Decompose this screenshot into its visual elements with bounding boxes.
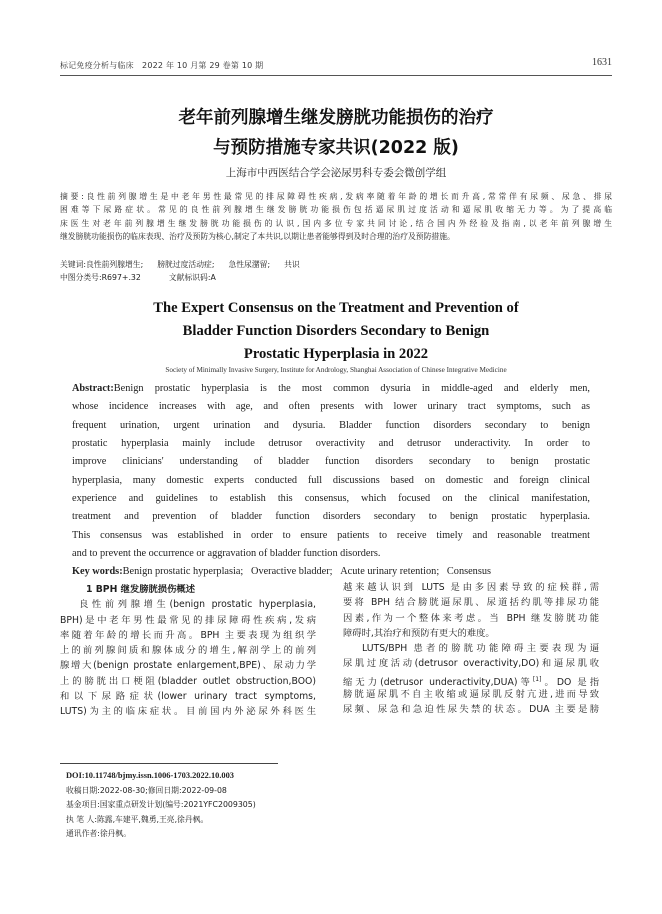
- english-title-line-2: Bladder Function Disorders Secondary to Benign: [182, 323, 490, 339]
- abstract-en-line: hyperplasia, many domestic experts conducted full discussions based on domestic and foreign clinical: [72, 474, 590, 486]
- english-title-line-3: Prostatic Hyperplasia in 2022: [243, 346, 429, 362]
- body-line: 腺增大(benign prostate enlargement,BPE)、尿动力学: [60, 660, 316, 672]
- abstract-cn-line: 困难等下尿路症状。常见的良性前列腺增生继发膀胱功能损伤包括逼尿肌过度活动和逼尿肌收缩无力等。为了提高临: [60, 205, 612, 215]
- header-rule: [60, 75, 612, 76]
- body-line: 尿频、尿急和急迫性尿失禁的状态。DUA 主要是膀: [343, 704, 599, 716]
- english-title: [60, 297, 612, 366]
- citation-ref[interactable]: [1]: [532, 675, 542, 683]
- chinese-title: [60, 103, 612, 163]
- english-abstract: [72, 380, 590, 582]
- keyword-en: Acute urinary retention;: [340, 566, 440, 578]
- body-line: LUTS/BPH 患者的膀胱功能障碍主要表现为逼: [362, 643, 599, 655]
- clc-value: R697+.32: [101, 273, 141, 283]
- doc-code-label: 文献标识码:: [168, 273, 211, 283]
- abstract-cn-line: 床医生对老年前列腺增生继发膀胱功能损伤的认识,国内多位专家共同讨论,结合国内外经验及指南,以老年前列腺增生: [60, 218, 612, 228]
- abstract-en-line: improve clinicians' understanding of bladder function disorders secondary to benign prostatic: [72, 456, 590, 468]
- keywords-cn: [60, 258, 300, 271]
- chinese-title-line-1: 老年前列腺增生继发膀胱功能损伤的治疗: [178, 108, 494, 128]
- issue-info: 2022 年 10 月第 29 卷第 10 期: [142, 61, 264, 70]
- abstract-en-line: prostatic hyperplasia mainly include detrusor overactivity and detrusor underactivity. In order to: [72, 438, 590, 450]
- keywords-cn-label: 关键词:: [60, 260, 87, 269]
- body-line: 要将 BPH 结合膀胱逼尿肌、尿道括约肌等排尿功能: [343, 597, 599, 609]
- body-text: 。DO 是指: [541, 676, 599, 688]
- body-line: 障碍时,其治疗和预防有更大的难度。: [343, 627, 495, 639]
- english-author: Society of Minimally Invasive Surgery, Institute for Andrology, Shanghai Association of Chinese Integrative Medicine: [165, 366, 507, 374]
- english-title-line-1: The Expert Consensus on the Treatment and Prevention of: [153, 300, 519, 316]
- abstract-en-line: whose incidence increases with age, and often presents with lower urinary tract symptoms, such as: [72, 401, 590, 413]
- body-line: 上的前列腺间质和腺体成分的增生,解剖学上的前列: [60, 645, 316, 657]
- body-line: 率随着年龄的增长而升高。BPH 主要表现为组织学: [60, 629, 316, 641]
- writers: 执 笔 人:陈露,车建平,魏勇,王亮,徐丹枫。: [66, 814, 209, 824]
- abstract-en-first-line: [72, 380, 590, 398]
- keyword-cn: 共识: [284, 260, 300, 269]
- abstract-en-line: This consensus was established in order to ensure patients to receive timely and reasonable treatment: [72, 529, 590, 541]
- keyword-en: Overactive bladder;: [251, 566, 333, 578]
- abstract-en-line: experience and guidelines to establish this consensus, which focused on the clinical manifestation,: [72, 493, 590, 505]
- journal-name: 标记免疫分析与临床: [60, 61, 134, 70]
- abstract-en-label: Abstract:: [72, 383, 114, 394]
- abstract-en-line: treatment and prevention of bladder function disorders secondary to benign prostatic hyperplasia.: [72, 511, 590, 523]
- body-line: 上的膀胱出口梗阻(bladder outlet obstruction,BOO): [60, 675, 316, 687]
- chinese-title-line-2: 与预防措施专家共识(2022 版): [213, 138, 459, 158]
- footnotes: [66, 769, 256, 842]
- body-line: 和以下尿路症状(lower urinary tract symptoms,: [60, 691, 316, 703]
- body-line: 因素,作为一个整体来考虑。当 BPH 继发膀胱功能: [343, 612, 599, 624]
- body-line-with-citation: [343, 672, 599, 687]
- chinese-meta: [60, 258, 300, 285]
- body-line: 良性前列腺增生(benign prostatic hyperplasia,: [79, 599, 316, 611]
- fund-project: 基金项目:国家重点研发计划(编号:2021YFC2009305): [66, 800, 256, 810]
- classification-row: [60, 271, 300, 284]
- received-dates: 收稿日期:2022-08-30;修回日期:2022-09-08: [66, 785, 227, 795]
- keyword-cn: 膀胱过度活动症;: [157, 260, 215, 269]
- abstract-en-line: frequent urination, urgent urination and dysuria. Bladder function disorders secondary to benign: [72, 419, 590, 431]
- keyword-en: Benign prostatic hyperplasia;: [122, 566, 244, 578]
- body-line: 膀胱逼尿肌不自主收缩或逼尿肌反射亢进,进而导致: [343, 689, 599, 701]
- corresponding-author: 通讯作者:徐丹枫。: [66, 829, 132, 839]
- body-line: LUTS)为主的临床症状。目前国内外泌尿外科医生: [60, 706, 316, 718]
- abstract-cn-line: 继发膀胱功能损伤的临床表现、治疗及预防为核心,制定了本共识,以期让患者能够得到及时合理的治疗及预防措施。: [60, 232, 455, 242]
- chinese-author: 上海市中西医结合学会泌尿男科专委会微创学组: [225, 167, 447, 179]
- footnote-rule: [60, 763, 278, 764]
- clc-label: 中图分类号:: [60, 273, 102, 283]
- body-text: 缩无力(detrusor underactivity,DUA)等: [343, 676, 533, 688]
- body-line: 尿肌过度活动(detrusor overactivity,DO)和逼尿肌收: [343, 658, 599, 670]
- abstract-en-text: Benign prostatic hyperplasia is the most common dysuria in middle-aged and elderly men,: [113, 383, 590, 394]
- abstract-cn-line: 摘要:良性前列腺增生是中老年男性最常见的排尿障碍性疾病,发病率随着年龄的增长而升高,常常伴有尿频、尿急、排尿: [60, 192, 612, 201]
- running-head: [60, 60, 263, 71]
- doc-code-value: A: [210, 273, 216, 283]
- keyword-cn: 急性尿潴留;: [228, 260, 271, 269]
- chinese-abstract: [60, 190, 612, 244]
- doi[interactable]: DOI:10.11748/bjmy.issn.1006-1703.2022.10.003: [66, 771, 234, 780]
- keyword-cn: 良性前列腺增生;: [86, 260, 144, 269]
- section-heading: 1 BPH 继发膀胱损伤概述: [86, 584, 195, 595]
- keywords-en-label: Key words:: [72, 566, 123, 578]
- body-line: BPH)是中老年男性最常见的排尿障碍性疾病,发病: [60, 614, 316, 626]
- page-number: 1631: [592, 57, 612, 68]
- body-column-right: [343, 580, 599, 718]
- abstract-en-line: and to prevent the occurrence or aggravation of bladder function disorders.: [72, 548, 381, 560]
- keyword-en: Consensus: [446, 566, 491, 578]
- body-column-left: [60, 582, 316, 720]
- body-line: 越来越认识到 LUTS 是由多因素导致的症候群,需: [343, 582, 599, 593]
